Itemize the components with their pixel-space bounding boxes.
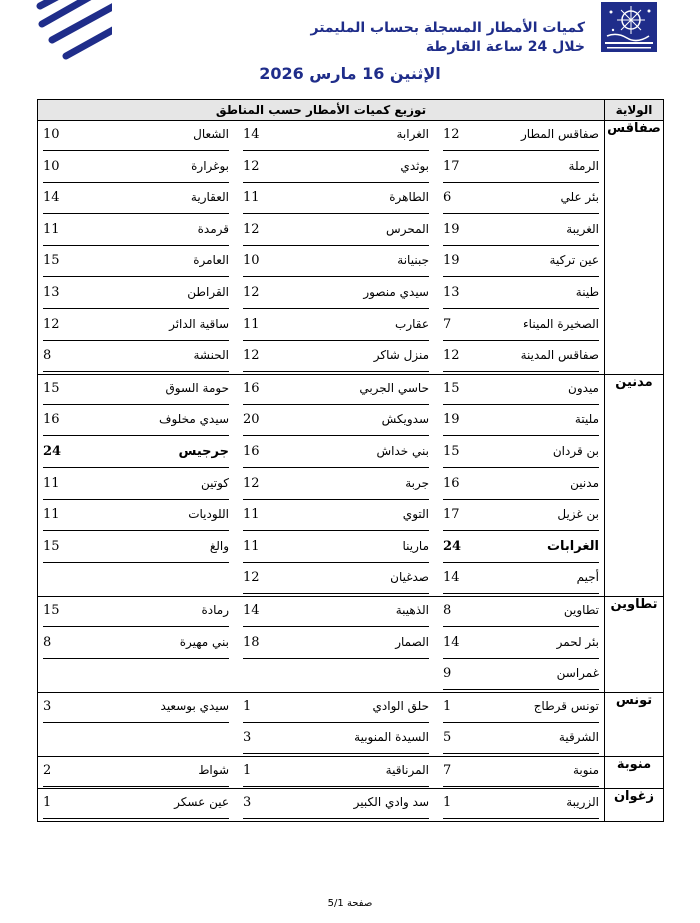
region-stations [38, 596, 605, 692]
station-name: جرجيس [178, 443, 229, 459]
station-name: حاسي الجربي [359, 380, 429, 395]
station-row [38, 724, 604, 756]
rainfall-value: 10 [43, 127, 60, 142]
station-cell [443, 599, 599, 627]
station-name: ميدون [568, 380, 599, 395]
station-cell [443, 186, 599, 214]
station-name: الغريبة [566, 221, 599, 236]
report-subtitle: خلال 24 ساعة القارطة [425, 39, 585, 55]
station-name: بوغرارة [191, 158, 229, 173]
station-name: المحرس [386, 221, 429, 236]
station-cell [443, 408, 599, 436]
rainfall-value: 10 [43, 158, 60, 174]
rainfall-value: 1 [443, 698, 452, 714]
station-cell [243, 218, 429, 246]
station-name: منزل شاكر [373, 348, 429, 363]
station-cell [43, 123, 229, 151]
station-name: حومة السوق [165, 380, 229, 395]
station-cell [243, 408, 429, 436]
rainfall-value: 11 [243, 316, 260, 332]
station-cell [43, 791, 229, 819]
station-cell [43, 155, 229, 183]
station-cell [243, 344, 429, 372]
station-name: جربة [405, 475, 429, 490]
station-cell [43, 535, 229, 563]
station-name: مليتة [574, 412, 599, 427]
rainfall-value: 1 [243, 698, 252, 714]
rainfall-value: 7 [443, 316, 452, 332]
station-cell [243, 440, 429, 468]
rainfall-value: 9 [443, 666, 452, 682]
station-cell [443, 313, 599, 341]
station-row [38, 470, 604, 502]
station-cell [43, 440, 229, 468]
region-name: منوبة [605, 756, 664, 789]
station-cell [243, 759, 429, 787]
region-row [38, 789, 664, 822]
rainfall-value: 3 [43, 698, 52, 714]
station-name: الغرابة [396, 127, 429, 141]
station-cell [243, 377, 429, 405]
station-cell [243, 726, 429, 754]
station-row [38, 279, 604, 311]
rainfall-value: 16 [243, 443, 260, 459]
region-row [38, 596, 664, 692]
rainfall-value: 15 [43, 538, 60, 554]
station-row [38, 342, 604, 374]
station-name: بن قردان [552, 443, 599, 458]
station-cell [443, 472, 599, 500]
station-row [38, 597, 604, 629]
station-name: الرملة [568, 158, 599, 173]
rainfall-value: 14 [43, 190, 60, 206]
station-row [38, 533, 604, 565]
station-cell [43, 631, 229, 659]
rainfall-value: 19 [443, 221, 460, 237]
station-name: كوتين [200, 475, 229, 490]
station-name: بئر لحمر [556, 634, 599, 649]
station-name: الغرابات [546, 538, 599, 554]
station-name: العقارية [190, 190, 229, 205]
rainfall-value: 7 [443, 762, 452, 778]
rainfall-value: 11 [43, 507, 60, 523]
rainfall-value: 2 [43, 762, 52, 778]
station-name: سيدي منصور [363, 284, 429, 299]
station-name: سيدي مخلوف [159, 412, 229, 427]
station-name: القراطن [187, 284, 229, 299]
rainfall-value: 11 [43, 475, 60, 491]
station-name: العامرة [193, 253, 229, 268]
station-row [38, 438, 604, 470]
rainfall-value: 6 [443, 190, 452, 206]
rainfall-value: 20 [243, 412, 260, 428]
station-row [38, 757, 604, 789]
station-name: الحنشة [193, 348, 229, 363]
rainfall-value: 12 [43, 316, 60, 332]
stripes-logo [30, 0, 112, 70]
station-name: عين تركية [549, 253, 599, 268]
station-cell [43, 472, 229, 500]
station-cell [43, 281, 229, 309]
region-stations [38, 121, 605, 375]
station-cell [43, 408, 229, 436]
rainfall-value: 11 [43, 221, 60, 237]
station-row [38, 153, 604, 185]
station-name: جبنيانة [397, 253, 429, 268]
station-cell [443, 218, 599, 246]
station-name: بني خداش [376, 443, 429, 458]
station-cell [243, 155, 429, 183]
station-cell [443, 123, 599, 151]
station-name: قرمدة [197, 221, 229, 236]
rainfall-table [37, 99, 664, 822]
region-row [38, 756, 664, 789]
station-name: السيدة المنوبية [354, 730, 429, 745]
station-cell [443, 726, 599, 754]
rainfall-value: 14 [443, 634, 460, 650]
rainfall-value: 17 [443, 158, 460, 174]
station-name: عين عسكر [174, 795, 229, 810]
report-date: الإثنين 16 مارس 2026 [259, 64, 441, 83]
station-cell [443, 503, 599, 531]
station-name: طينة [575, 284, 599, 299]
station-row [38, 406, 604, 438]
rainfall-value: 11 [243, 507, 260, 523]
rainfall-value: 8 [43, 348, 52, 364]
region-stations [38, 692, 605, 756]
station-cell [443, 377, 599, 405]
station-name: سيدي بوسعيد [160, 698, 229, 713]
station-name: والغ [209, 538, 229, 553]
station-name: سدويكش [381, 412, 429, 427]
station-cell [243, 503, 429, 531]
station-cell [243, 186, 429, 214]
station-cell [443, 791, 599, 819]
station-name: غمراسن [556, 666, 599, 681]
station-cell [243, 313, 429, 341]
station-row [38, 693, 604, 725]
station-cell [43, 759, 229, 787]
rainfall-value: 1 [43, 795, 52, 811]
station-name: سد وادي الكبير [353, 795, 429, 810]
rainfall-value: 16 [443, 475, 460, 491]
station-cell [443, 249, 599, 277]
station-cell [443, 631, 599, 659]
station-cell [243, 791, 429, 819]
region-name: صفاقس [605, 121, 664, 375]
rainfall-value: 15 [43, 380, 60, 396]
region-name: تونس [605, 692, 664, 756]
station-row [38, 121, 604, 153]
rainfall-value: 1 [243, 762, 252, 778]
region-stations [38, 789, 605, 822]
region-name: مدنين [605, 374, 664, 596]
station-cell [443, 155, 599, 183]
rainfall-value: 12 [243, 570, 260, 586]
region-stations [38, 756, 605, 789]
station-name: صفاقس المدينة [520, 348, 599, 363]
station-cell [243, 472, 429, 500]
station-row [38, 216, 604, 248]
station-cell [243, 123, 429, 151]
station-name: الزريبة [566, 795, 599, 810]
station-name: رمادة [201, 602, 229, 617]
station-row [38, 501, 604, 533]
report-title: كميات الأمطار المسجلة بحساب المليمتر [310, 20, 585, 36]
rainfall-value: 15 [43, 602, 60, 618]
rainfall-value: 17 [443, 507, 460, 523]
station-cell [443, 344, 599, 372]
table-header-row [38, 100, 664, 121]
station-name: مدنين [570, 475, 599, 490]
station-name: الصخيرة الميناء [523, 316, 599, 331]
rainfall-value: 15 [43, 253, 60, 269]
station-cell [443, 535, 599, 563]
rainfall-value: 16 [243, 380, 260, 396]
station-row [38, 311, 604, 343]
station-name: عقارب [395, 316, 429, 331]
rainfall-value: 19 [443, 253, 460, 269]
station-name: شواط [198, 762, 229, 777]
station-cell [243, 281, 429, 309]
region-stations [38, 374, 605, 596]
rainfall-value: 8 [43, 634, 52, 650]
rainfall-value: 11 [243, 538, 260, 554]
station-row [38, 375, 604, 407]
station-name: الشرقية [558, 730, 599, 745]
station-row [38, 789, 604, 821]
station-cell [443, 281, 599, 309]
rainfall-value: 8 [443, 602, 452, 618]
station-name: اللوديات [188, 507, 229, 522]
rainfall-value: 14 [243, 127, 260, 142]
rainfall-value: 14 [443, 570, 460, 586]
station-name: مارينا [402, 538, 429, 553]
station-row [38, 564, 604, 596]
station-name: الذهيبة [395, 602, 429, 617]
station-cell [43, 377, 229, 405]
station-cell [43, 503, 229, 531]
station-name: التوي [402, 507, 429, 522]
rainfall-value: 12 [243, 475, 260, 491]
rainfall-value: 24 [443, 538, 462, 554]
station-cell [443, 695, 599, 723]
region-header: الولاية [605, 100, 664, 121]
station-name: صفاقس المطار [521, 127, 599, 141]
zones-header: توزيع كميات الأمطار حسب المناطق [38, 100, 605, 121]
station-name: ساقية الدائر [169, 316, 229, 331]
station-cell [43, 218, 229, 246]
station-row [38, 184, 604, 216]
station-cell [243, 249, 429, 277]
rainfall-value: 16 [43, 412, 60, 428]
station-name: تونس قرطاج [533, 698, 599, 713]
station-row [38, 247, 604, 279]
station-cell [443, 662, 599, 690]
station-name: بوثدي [400, 158, 429, 173]
station-name: منوبة [572, 762, 599, 777]
rainfall-value: 12 [243, 158, 260, 174]
rainfall-value: 19 [443, 412, 460, 428]
station-name: الطاهرة [389, 190, 429, 205]
rainfall-value: 12 [243, 348, 260, 364]
region-name: تطاوين [605, 596, 664, 692]
rainfall-value: 18 [243, 634, 260, 650]
region-row [38, 374, 664, 596]
station-row [38, 629, 604, 661]
rainfall-value: 5 [443, 730, 452, 746]
rainfall-value: 11 [243, 190, 260, 206]
region-row [38, 692, 664, 756]
station-cell [43, 344, 229, 372]
rainfall-value: 10 [243, 253, 260, 269]
station-cell [43, 599, 229, 627]
station-name: أجيم [576, 570, 599, 585]
rainfall-value: 15 [443, 380, 460, 396]
station-cell [43, 186, 229, 214]
rainfall-value: 24 [43, 443, 62, 459]
station-name: صدغيان [390, 570, 429, 585]
station-cell [243, 599, 429, 627]
rainfall-value: 13 [43, 284, 60, 300]
region-row [38, 121, 664, 375]
station-name: حلق الوادي [372, 698, 429, 713]
station-cell [243, 566, 429, 594]
rainfall-value: 12 [243, 221, 260, 237]
station-cell [243, 695, 429, 723]
rainfall-value: 12 [243, 284, 260, 300]
station-name: تطاوين [563, 602, 599, 617]
station-cell [443, 759, 599, 787]
station-name: الشعال [193, 127, 229, 141]
station-name: بئر علي [560, 190, 599, 205]
station-name: المرناقية [385, 762, 429, 777]
region-name: زغوان [605, 789, 664, 822]
station-row [38, 660, 604, 692]
station-cell [43, 313, 229, 341]
station-cell [43, 249, 229, 277]
rainfall-value: 1 [443, 795, 452, 811]
station-cell [443, 440, 599, 468]
rainfall-value: 3 [243, 795, 252, 811]
station-cell [243, 631, 429, 659]
rainfall-value: 14 [243, 602, 260, 618]
station-cell [443, 566, 599, 594]
station-name: بني مهيرة [179, 634, 229, 649]
rainfall-value: 13 [443, 284, 460, 300]
institute-logo [601, 2, 657, 52]
rainfall-value: 15 [443, 443, 460, 459]
rainfall-value: 12 [443, 348, 460, 364]
station-cell [43, 695, 229, 723]
rainfall-value: 3 [243, 730, 252, 746]
station-cell [243, 535, 429, 563]
station-name: بن غزيل [557, 507, 599, 522]
rainfall-value: 12 [443, 127, 460, 142]
page-number: صفحة 5/1 [327, 898, 373, 909]
station-name: الصمار [395, 634, 429, 649]
